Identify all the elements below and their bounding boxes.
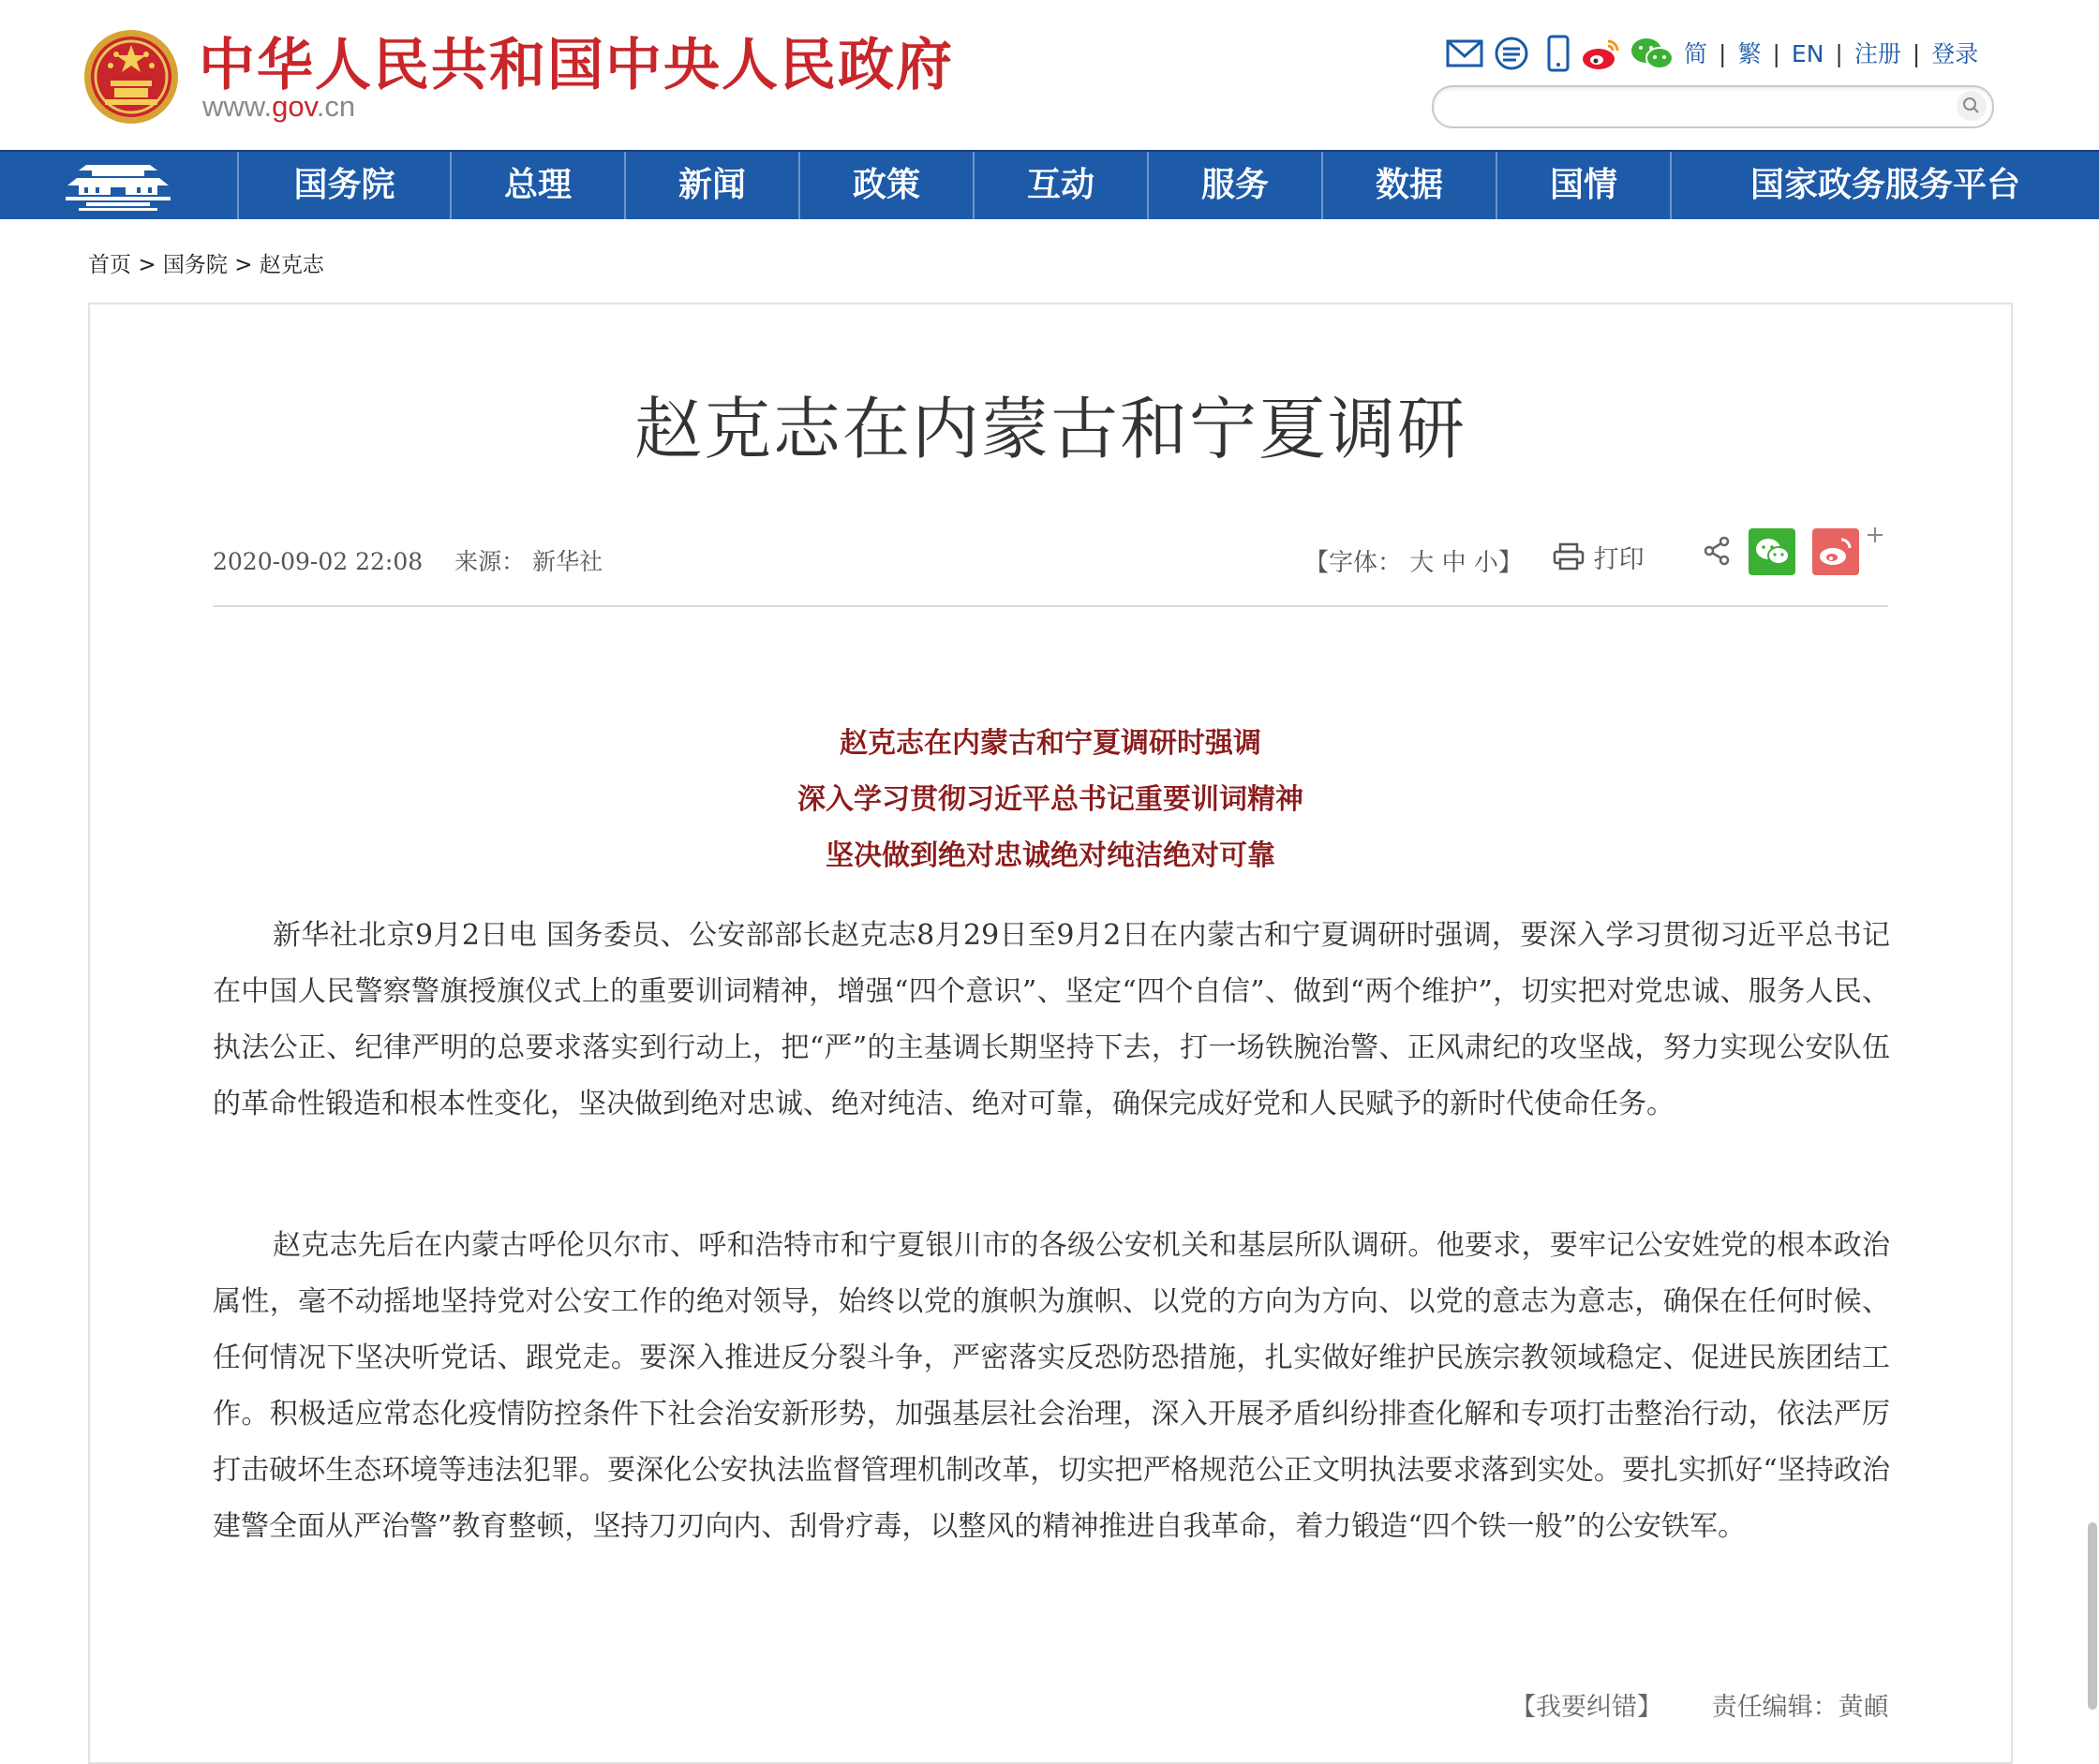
search-input[interactable] <box>1432 85 1994 128</box>
wechat-icon <box>1749 528 1795 575</box>
breadcrumb-current-link[interactable]: 赵克志 <box>259 253 324 277</box>
breadcrumb-state-council-link[interactable]: 国务院 <box>162 253 228 277</box>
editor-label: 责任编辑： <box>1711 1693 1838 1722</box>
wechat-icon[interactable] <box>1629 34 1675 73</box>
nav-item-premier[interactable]: 总理 <box>450 152 624 219</box>
article-subhead-3: 坚决做到绝对忠诚绝对纯洁绝对可靠 <box>826 839 1275 872</box>
search-icon <box>1957 91 1987 121</box>
main-nav <box>0 150 2099 219</box>
article-subhead-1: 赵克志在内蒙古和宁夏调研时强调 <box>840 727 1261 760</box>
article-paragraph-2: 赵克志先后在内蒙古呼伦贝尔市、呼和浩特市和宁夏银川市的各级公安机关和基层所队调研。他要求，要牢记公安姓党的根本政治属性，毫不动摇地坚持党对公安工作的绝对领导，始终以党的旗帜为旗帜、以党的方向为方向、以党的意志为意志，确保在任何时候、任何情况下坚决听党话、跟党走。要深入推进反分裂斗争，严密落实反恐防恐措施，扎实做好维护民族宗教领域稳定、促进民族团结工作。积极适应常态化疫情防控条件下社会治安新形势，加强基层社会治理，深入开展矛盾纠纷排查化解和专项打击整治行动，依法严厉打击破坏生态环境等违法犯罪。要深化公安执法监督管理机制改革，切实把严格规范公正文明执法要求落到实处。要扎实抓好“坚持政治建警全面从严治警”教育整顿，坚持刀刃向内、刮骨疗毒，以整风的精神推进自我革命，着力锻造“四个铁一般”的公安铁军。 <box>213 1229 1890 1543</box>
breadcrumb <box>88 247 324 278</box>
login-link[interactable]: 登录 <box>1931 40 1979 67</box>
font-small-button[interactable]: 小 <box>1473 549 1498 577</box>
nav-item-news[interactable]: 新闻 <box>624 152 798 219</box>
meta-divider <box>213 605 1888 607</box>
share-weibo-button[interactable] <box>1812 528 1859 575</box>
report-error-link[interactable]: 【我要纠错】 <box>1511 1693 1662 1722</box>
print-label: 打印 <box>1593 545 1645 574</box>
article-datetime: 2020-09-02 22:08 <box>213 548 424 575</box>
weibo-icon[interactable] <box>1580 34 1619 73</box>
weibo-icon <box>1812 528 1859 575</box>
site-url[interactable] <box>202 90 355 124</box>
register-link[interactable]: 注册 <box>1853 40 1901 67</box>
font-ctrl-open: 【字体： <box>1304 549 1403 577</box>
nav-item-state-council[interactable]: 国务院 <box>237 152 450 219</box>
article-source: 新华社 <box>532 548 603 575</box>
printer-icon <box>1552 541 1585 571</box>
nav-item-services[interactable]: 服务 <box>1147 152 1321 219</box>
editor-name: 黄頔 <box>1838 1693 1889 1722</box>
font-large-button[interactable]: 大 <box>1409 549 1435 577</box>
nav-item-policy[interactable]: 政策 <box>798 152 973 219</box>
scrollbar-thumb[interactable] <box>2088 1522 2097 1710</box>
separator: | <box>1912 40 1921 67</box>
separator: | <box>1835 40 1843 67</box>
nav-home-icon[interactable] <box>0 152 237 219</box>
site-title[interactable]: 中华人民共和国中央人民政府 <box>199 33 954 98</box>
article-paragraph-1: 新华社北京9月2日电 国务委员、公安部部长赵克志8月29日至9月2日在内蒙古和宁夏调研时强调，要深入学习贯彻习近平总书记在中国人民警察警旗授旗仪式上的重要训词精神，增强“四个意识”、坚定“四个自信”、做到“两个维护”，切实把对党忠诚、服务人民、执法公正、纪律严明的总要求落实到行动上，把“严”的主基调长期坚持下去，打一场铁腕治警、正风肃纪的攻坚战，努力实现公安队伍的革命性锻造和根本性变化，坚决做到绝对忠诚、绝对纯洁、绝对可靠，确保完成好党和人民赋予的新时代使命任务。 <box>213 919 1890 1120</box>
separator: | <box>1719 40 1727 67</box>
language-account-links <box>1684 36 1978 69</box>
nav-item-gov-service-platform[interactable]: 国家政务服务平台 <box>1670 152 2099 219</box>
lang-simplified-link[interactable]: 简 <box>1684 40 1708 67</box>
article-meta <box>213 543 603 577</box>
share-wechat-button[interactable] <box>1749 528 1795 575</box>
font-size-control <box>1304 543 1523 578</box>
article-footer <box>1511 1686 1889 1723</box>
site-url-prefix: www. <box>202 90 273 123</box>
lang-traditional-link[interactable]: 繁 <box>1737 40 1762 67</box>
print-button[interactable] <box>1552 539 1645 575</box>
font-medium-button[interactable]: 中 <box>1441 549 1466 577</box>
search-button[interactable] <box>1957 91 1987 121</box>
site-url-domain: gov <box>272 90 317 123</box>
separator: | <box>1772 40 1780 67</box>
breadcrumb-separator: > <box>234 253 253 277</box>
rss-icon[interactable] <box>1492 34 1531 73</box>
national-emblem-logo[interactable] <box>82 28 180 126</box>
site-url-suffix: .cn <box>316 90 356 123</box>
nav-item-national-profile[interactable]: 国情 <box>1496 152 1670 219</box>
font-ctrl-close: 】 <box>1497 549 1523 577</box>
plus-icon <box>1865 525 1885 545</box>
mobile-icon[interactable] <box>1539 34 1578 73</box>
source-label: 来源： <box>454 548 526 575</box>
share-icon[interactable] <box>1700 534 1734 568</box>
nav-item-interaction[interactable]: 互动 <box>973 152 1147 219</box>
lang-english-link[interactable]: EN <box>1791 40 1824 67</box>
article-title: 赵克志在内蒙古和宁夏调研 <box>633 390 1466 468</box>
mail-icon[interactable] <box>1445 34 1484 73</box>
share-more-button[interactable] <box>1865 525 1885 545</box>
breadcrumb-home-link[interactable]: 首页 <box>88 253 131 277</box>
article-subhead-2: 深入学习贯彻习近平总书记重要训词精神 <box>797 783 1303 816</box>
nav-item-data[interactable]: 数据 <box>1321 152 1496 219</box>
breadcrumb-separator: > <box>138 253 156 277</box>
